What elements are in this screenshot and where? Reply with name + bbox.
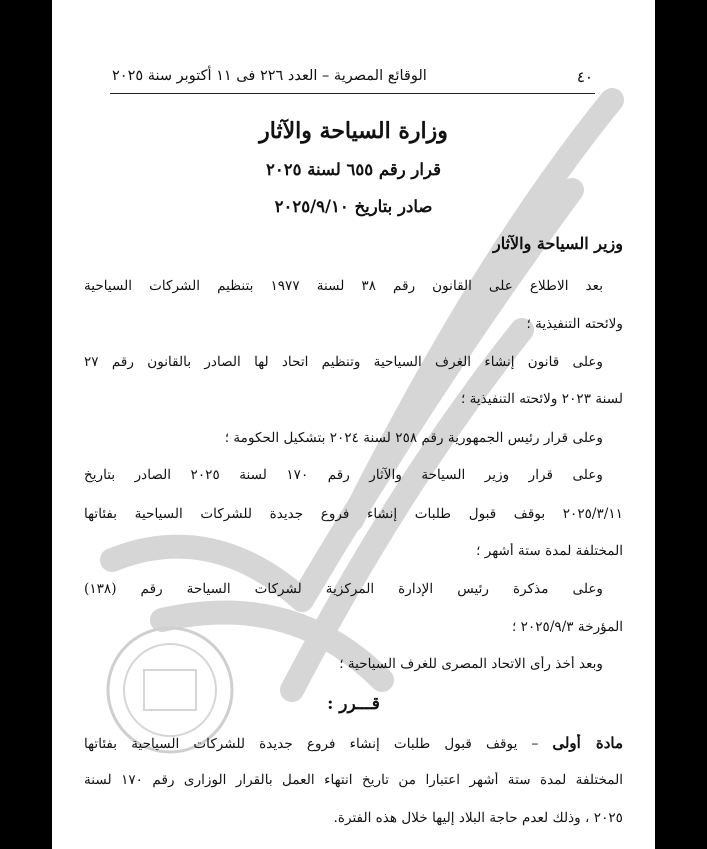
article-line xyxy=(84,734,623,752)
running-header xyxy=(112,68,593,92)
document-page xyxy=(52,0,655,849)
preamble-line: ولائحته التنفيذية ؛ xyxy=(526,316,623,332)
page-number: ٤٠ xyxy=(576,68,593,86)
issue-date: صادر بتاريخ ٢٠٢٥/٩/١٠ xyxy=(274,197,433,216)
preamble-line: وعلى قانون إنشاء الغرف السياحية وتنظيم اتحاد لها الصادر بالقانون رقم ٢٧ xyxy=(84,354,603,370)
running-title: الوقائع المصرية – العدد ٢٢٦ فى ١١ أكتوبر سنة ٢٠٢٥ xyxy=(112,68,427,84)
preamble-line: وعلى قرار وزير السياحة والآثار رقم ١٧٠ لسنة ٢٠٢٥ الصادر بتاريخ xyxy=(84,467,603,483)
preamble-line: المؤرخة ٢٠٢٥/٩/٣ ؛ xyxy=(511,619,623,635)
decree-heading: قـــرر : xyxy=(327,694,380,714)
header-rule xyxy=(110,93,595,94)
minister-heading: وزير السياحة والآثار xyxy=(493,234,623,253)
article-text: – يوقف قبول طلبات إنشاء فروع جديدة للشركات السياحية بفئاتها xyxy=(84,736,539,752)
preamble-line: بعد الاطلاع على القانون رقم ٣٨ لسنة ١٩٧٧ بتنظيم الشركات السياحية xyxy=(84,278,603,294)
article-label: مادة أولى xyxy=(552,734,623,752)
preamble-line: المختلفة لمدة ستة أشهر ؛ xyxy=(476,543,623,559)
preamble-line: لسنة ٢٠٢٣ ولائحته التنفيذية ؛ xyxy=(460,391,623,407)
preamble-line: وعلى قرار رئيس الجمهورية رقم ٢٥٨ لسنة ٢٠٢٤ بتشكيل الحكومة ؛ xyxy=(224,430,603,446)
article-line: المختلفة لمدة ستة أشهر اعتبارا من تاريخ انتهاء العمل بالقرار الوزارى رقم ١٧٠ لسنة xyxy=(84,772,623,788)
ministry-title: وزارة السياحة والآثار xyxy=(259,118,448,144)
article-line: ٢٠٢٥ ، وذلك لعدم حاجة البلاد إليها خلال هذه الفترة. xyxy=(333,810,623,826)
decree-number: قرار رقم ٦٥٥ لسنة ٢٠٢٥ xyxy=(266,160,441,179)
preamble-line: ٢٠٢٥/٣/١١ بوقف قبول طلبات إنشاء فروع جديدة للشركات السياحية بفئاتها xyxy=(84,506,623,522)
preamble-line: وعلى مذكرة رئيس الإدارة المركزية لشركات السياحة رقم (١٣٨) xyxy=(84,581,603,597)
preamble-line: وبعد أخذ رأى الاتحاد المصرى للغرف السياحية ؛ xyxy=(339,656,603,672)
